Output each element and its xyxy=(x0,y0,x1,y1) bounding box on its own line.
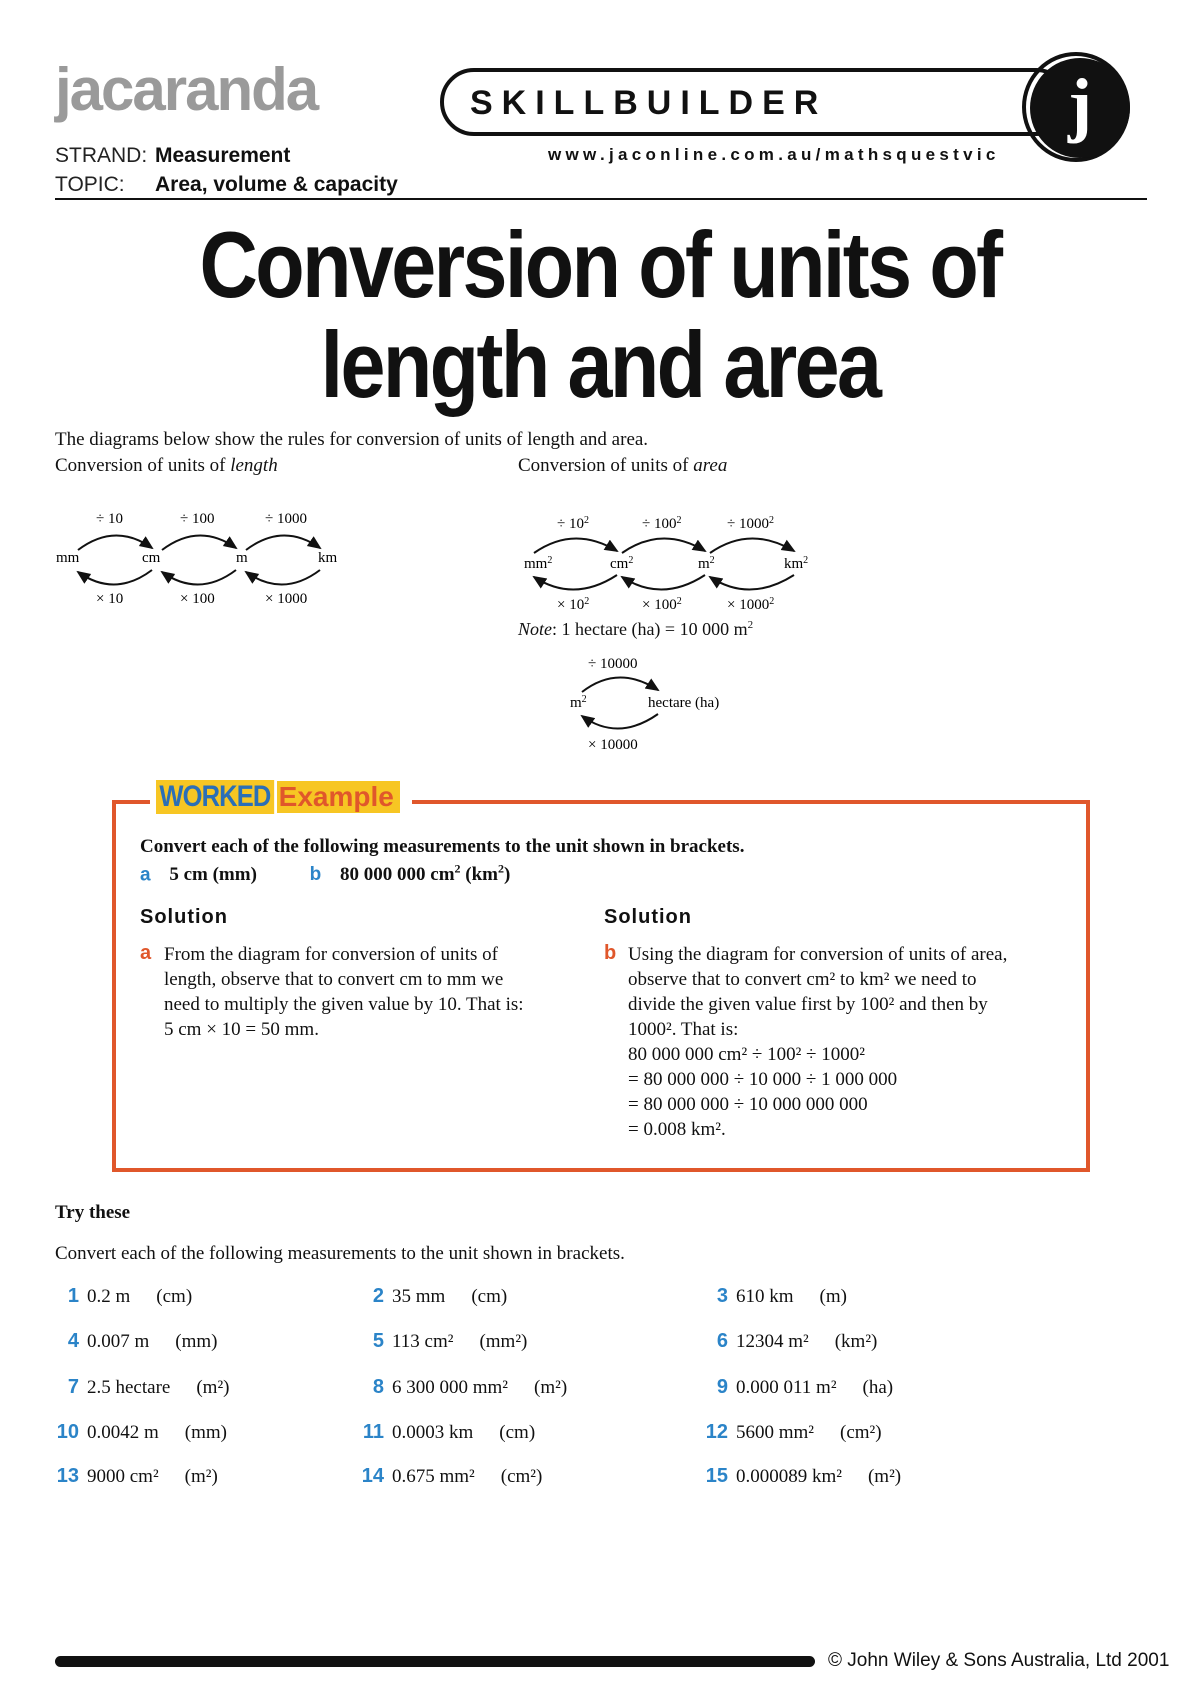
intro-text: The diagrams below show the rules for conversion of units of length and area. xyxy=(55,429,649,450)
question-10: 10 0.0042 m (mm) xyxy=(56,1421,227,1443)
solution-b-body: Using the diagram for conversion of units of area, observe that to convert cm² to km² we need to divide the given value first by 100² and then by 1000². That is: 80 000 000 cm² ÷ 100² ÷ 1000² = 80 000 000 ÷ 10 000 ÷ 1 000 000 = 80 000 000 ÷ 10 000 000 000 = 0.008 km². xyxy=(628,944,1008,1140)
length-top-op-1: ÷ 10 xyxy=(96,511,123,527)
question-14: 14 0.675 mm² (cm²) xyxy=(361,1465,543,1487)
hectare-conversion-diagram xyxy=(560,650,760,760)
area-arrow-top-1 xyxy=(534,538,617,553)
solution-a-heading: Solution xyxy=(140,906,228,928)
length-bottom-op-3: × 1000 xyxy=(265,591,308,607)
question-12: 12 5600 mm² (cm²) xyxy=(705,1421,882,1443)
page-title-line2: length and area xyxy=(320,312,880,417)
topic-label: TOPIC: xyxy=(55,173,125,196)
area-caption-em: area xyxy=(693,455,728,476)
length-unit-mm: mm xyxy=(56,550,80,566)
solution-a-letter: a xyxy=(140,942,152,964)
publisher-logo: jacaranda xyxy=(55,56,318,123)
question-11: 11 0.0003 km (cm) xyxy=(362,1421,536,1443)
area-bottom-op-2: × $100^2$ xyxy=(642,595,682,613)
strand-row xyxy=(55,145,290,166)
hectare-top-op: ÷ 10000 xyxy=(588,656,638,672)
header-rule xyxy=(55,198,1147,200)
copyright: © John Wiley & Sons Australia, Ltd 2001 xyxy=(828,1650,1170,1671)
j-logo-icon: j xyxy=(1030,58,1130,158)
hectare-bottom-op: × 10000 xyxy=(588,737,638,753)
worked-example-parts xyxy=(140,862,510,886)
question-9: 9 0.000 011 m² (ha) xyxy=(716,1376,894,1398)
website-url: www.jaconline.com.au/mathsquestvic xyxy=(548,145,1000,164)
area-unit-cm2: $cm^2$ xyxy=(610,554,634,572)
question-15: 15 0.000089 km² (m²) xyxy=(705,1465,902,1487)
hectare-arrow-top xyxy=(582,677,658,692)
page-title-line1: Conversion of units of xyxy=(199,212,1001,317)
length-top-op-2: ÷ 100 xyxy=(180,511,215,527)
hectare-unit-m2: $m^2$ xyxy=(570,693,587,711)
length-arrow-top-1 xyxy=(78,535,152,550)
part-a-letter: a xyxy=(140,864,151,886)
hectare-note: Note: 1 hectare (ha) = 10 000 $m^2$ xyxy=(518,619,754,639)
question-2: 2 35 mm (cm) xyxy=(372,1285,508,1307)
area-caption: Conversion of units of area xyxy=(518,455,728,476)
area-arrow-top-3 xyxy=(710,538,794,553)
try-these-heading: Try these xyxy=(55,1202,131,1223)
part-a-text: 5 cm (mm) xyxy=(169,864,257,886)
area-unit-km2: $km^2$ xyxy=(784,554,809,572)
length-arrow-bottom-1 xyxy=(78,570,152,585)
area-arrow-bottom-3 xyxy=(710,575,794,590)
question-8: 8 6 300 000 mm² (m²) xyxy=(372,1376,568,1398)
example-label: Example xyxy=(277,781,400,813)
question-5: 5 113 cm² (mm²) xyxy=(372,1330,528,1352)
worked-example-tag xyxy=(150,780,412,814)
length-top-op-3: ÷ 1000 xyxy=(265,511,307,527)
area-top-op-1: ÷ $10^2$ xyxy=(557,514,589,532)
question-13: 13 9000 cm² (m²) xyxy=(56,1465,218,1487)
area-conversion-diagram xyxy=(512,505,842,620)
topic-value: Area, volume & capacity xyxy=(155,173,398,196)
length-arrow-bottom-2 xyxy=(162,570,236,585)
hectare-unit-ha: hectare (ha) xyxy=(648,695,720,711)
area-top-op-3: ÷ $1000^2$ xyxy=(727,514,774,532)
length-caption-em: length xyxy=(230,455,278,476)
area-arrow-top-2 xyxy=(622,538,705,553)
question-6: 6 12304 m² (km²) xyxy=(716,1330,878,1352)
strand-value: Measurement xyxy=(155,144,291,167)
length-unit-cm: cm xyxy=(142,550,161,566)
question-7: 7 2.5 hectare (m²) xyxy=(67,1376,230,1398)
length-unit-km: km xyxy=(318,550,338,566)
length-arrow-top-2 xyxy=(162,535,236,550)
area-unit-m2: $m^2$ xyxy=(698,554,715,572)
area-top-op-2: ÷ $100^2$ xyxy=(642,514,682,532)
solution-b-heading: Solution xyxy=(604,906,692,928)
worked-example-prompt: Convert each of the following measurements to the unit shown in brackets. xyxy=(140,836,745,857)
length-conversion-diagram xyxy=(40,500,370,615)
length-unit-m: m xyxy=(236,550,248,566)
area-bottom-op-1: × $10^2$ xyxy=(557,595,590,613)
hectare-arrow-bottom xyxy=(582,714,658,729)
solution-a-body: From the diagram for conversion of units of length, observe that to convert cm to mm we need to multiply the given value by 10. That is: 5 cm × 10 = 50 mm. xyxy=(164,944,524,1040)
try-these-instruction: Convert each of the following measurements to the unit shown in brackets. xyxy=(55,1243,625,1264)
worked-label: WORKED xyxy=(156,780,274,814)
part-b-letter: b xyxy=(309,864,322,886)
solution-b-letter: b xyxy=(604,942,617,964)
question-1: 1 0.2 m (cm) xyxy=(67,1285,193,1307)
length-arrow-top-3 xyxy=(246,535,320,550)
area-unit-mm2: $mm^2$ xyxy=(524,554,553,572)
area-arrow-bottom-2 xyxy=(622,575,705,590)
length-caption: Conversion of units of length xyxy=(55,455,278,476)
note-label: Note xyxy=(518,619,552,639)
topic-row xyxy=(55,174,398,195)
length-arrow-bottom-3 xyxy=(246,570,320,585)
footer-bar xyxy=(55,1656,815,1667)
area-bottom-op-3: × $1000^2$ xyxy=(727,595,775,613)
question-3: 3 610 km (m) xyxy=(716,1285,847,1307)
part-b-text: 80 000 000 $cm^2$ $(km^2)$ xyxy=(340,862,511,886)
question-4: 4 0.007 m (mm) xyxy=(67,1330,218,1352)
strand-label: STRAND: xyxy=(55,144,148,167)
length-bottom-op-2: × 100 xyxy=(180,591,215,607)
skillbuilder-title: SKILLBUILDER xyxy=(470,84,828,122)
area-arrow-bottom-1 xyxy=(534,575,617,590)
length-bottom-op-1: × 10 xyxy=(96,591,124,607)
